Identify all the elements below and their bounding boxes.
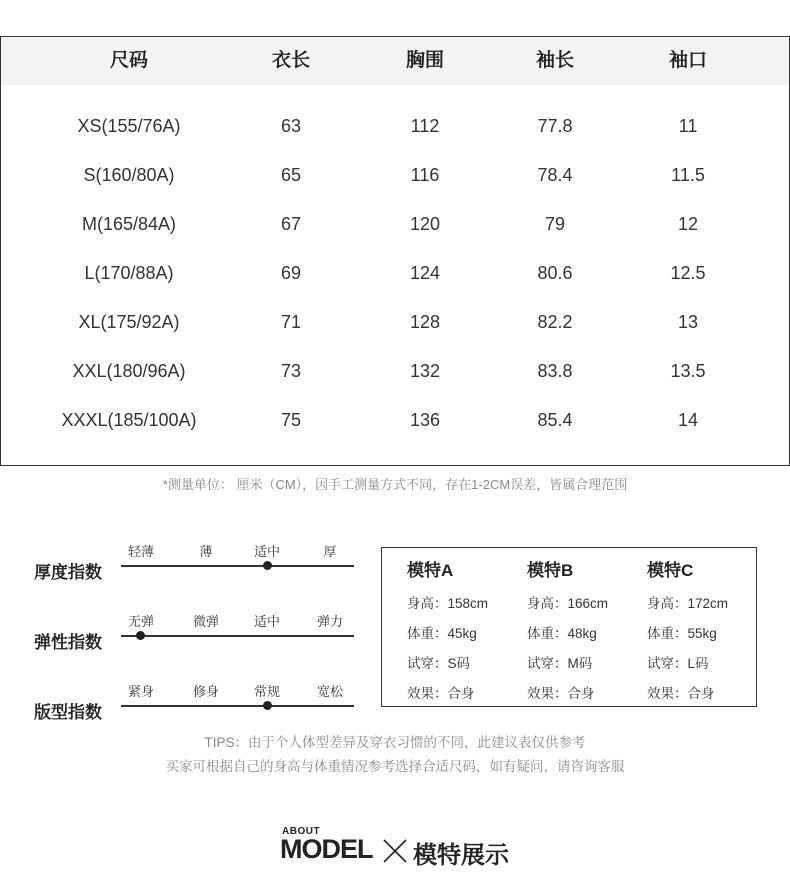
- cell-cuff: 13: [677, 312, 699, 332]
- cell-cuff: 14: [677, 410, 699, 430]
- indicator-option: 紧身: [127, 684, 154, 699]
- model-try-size: 试穿：L码: [647, 656, 709, 671]
- model-info-box: [381, 547, 757, 707]
- cell-chest: 136: [409, 410, 441, 430]
- tips-text: [0, 731, 790, 779]
- cell-cuff: 13.5: [670, 361, 706, 381]
- model-weight: 体重：45kg: [407, 626, 477, 641]
- cell-cuff: 12.5: [670, 263, 706, 283]
- cell-size: M(165/84A): [81, 214, 177, 234]
- tips-line-1: TIPS：由于个人体型差异及穿衣习惯的不同，此建议表仅供参考: [204, 735, 586, 750]
- model-try-size: 试穿：M码: [527, 656, 593, 671]
- cross-icon: [382, 838, 408, 864]
- cell-sleeve-length: 82.2: [537, 312, 573, 332]
- model-height: 身高：172cm: [647, 596, 729, 611]
- indicator-option: 微弹: [192, 614, 219, 629]
- indicator-title: 版型指数: [34, 703, 102, 722]
- indicator-option: 厚: [323, 544, 337, 559]
- cell-length: 71: [280, 312, 302, 332]
- cell-length: 63: [280, 116, 302, 136]
- table-row: [1, 405, 789, 435]
- header-length: 衣长: [271, 50, 310, 71]
- elasticity-indicator: [0, 606, 370, 666]
- cell-size: XXL(180/96A): [72, 361, 186, 381]
- table-row: [1, 258, 789, 288]
- indicator-scale-line: [121, 705, 354, 707]
- cell-length: 65: [280, 165, 302, 185]
- cell-size: XXXL(185/100A): [61, 410, 197, 430]
- cell-length: 69: [280, 263, 302, 283]
- cell-chest: 112: [410, 116, 440, 136]
- cell-size: XL(175/92A): [78, 312, 180, 332]
- model-height: 身高：166cm: [527, 596, 609, 611]
- indicator-option: 无弹: [127, 614, 154, 629]
- logo-model-text: MODEL: [280, 834, 373, 864]
- cell-length: 67: [280, 214, 302, 234]
- cell-cuff: 11.5: [671, 165, 705, 185]
- size-chart-header: [1, 37, 789, 85]
- header-size: 尺码: [109, 50, 148, 71]
- model-name: 模特A: [407, 561, 454, 580]
- header-chest: 胸围: [405, 50, 444, 71]
- logo-about-text: ABOUT: [282, 826, 321, 837]
- cell-length: 73: [280, 361, 302, 381]
- table-row: [1, 307, 789, 337]
- table-row: [1, 209, 789, 239]
- cell-size: S(160/80A): [83, 165, 175, 185]
- model-name: 模特C: [647, 561, 694, 580]
- tips-line-2: 买家可根据自己的身高与体重情况参考选择合适尺码，如有疑问，请咨询客服: [165, 759, 625, 774]
- model-effect: 效果：合身: [527, 686, 595, 701]
- cell-cuff: 11: [678, 116, 698, 136]
- model-try-size: 试穿：S码: [407, 656, 471, 671]
- cell-length: 75: [280, 410, 302, 430]
- indicator-option: 修身: [192, 684, 219, 699]
- cell-sleeve-length: 85.4: [537, 410, 573, 430]
- measurement-unit-note: *测量单位： 厘米（CM），因手工测量方式不同，存在1-2CM误差，皆属合理范围: [162, 477, 628, 492]
- table-row: [1, 160, 789, 190]
- indicator-option: 宽松: [316, 684, 343, 699]
- header-sleeve-length: 袖长: [535, 50, 574, 71]
- header-cuff: 袖口: [668, 50, 707, 71]
- model-effect: 效果：合身: [647, 686, 715, 701]
- indicator-marker: [263, 561, 272, 570]
- table-row: [1, 111, 789, 141]
- cell-sleeve-length: 80.6: [537, 263, 573, 283]
- cell-sleeve-length: 79: [544, 214, 566, 234]
- cell-chest: 120: [409, 214, 441, 234]
- cell-chest: 124: [409, 263, 441, 283]
- indicator-option: 适中: [253, 544, 280, 559]
- size-chart-table: [0, 36, 790, 466]
- model-weight: 体重：55kg: [647, 626, 717, 641]
- cell-sleeve-length: 83.8: [537, 361, 573, 381]
- indicator-title: 厚度指数: [34, 563, 102, 582]
- cell-sleeve-length: 78.4: [537, 165, 573, 185]
- model-name: 模特B: [527, 561, 574, 580]
- indicator-scale-line: [121, 635, 354, 637]
- table-row: [1, 356, 789, 386]
- indicator-title: 弹性指数: [34, 633, 102, 652]
- indicator-option: 常规: [253, 684, 280, 699]
- indicator-option: 薄: [199, 544, 213, 559]
- cell-size: XS(155/76A): [77, 116, 181, 136]
- model-effect: 效果：合身: [407, 686, 475, 701]
- indicator-option: 弹力: [316, 614, 343, 629]
- model-height: 身高：158cm: [407, 596, 489, 611]
- cell-size: L(170/88A): [84, 263, 174, 283]
- logo-chinese-text: 模特展示: [413, 842, 509, 869]
- cell-chest: 128: [409, 312, 441, 332]
- cell-cuff: 12: [677, 214, 699, 234]
- indicator-marker: [263, 701, 272, 710]
- about-model-logo: [280, 826, 520, 869]
- fit-indicator: [0, 676, 370, 736]
- cell-chest: 116: [410, 165, 440, 185]
- thickness-indicator: [0, 536, 370, 596]
- indicator-option: 适中: [253, 614, 280, 629]
- indicator-scale-line: [121, 565, 354, 567]
- cell-sleeve-length: 77.8: [537, 116, 573, 136]
- indicator-option: 轻薄: [127, 544, 154, 559]
- model-weight: 体重：48kg: [527, 626, 597, 641]
- cell-chest: 132: [409, 361, 441, 381]
- indicator-marker: [136, 631, 145, 640]
